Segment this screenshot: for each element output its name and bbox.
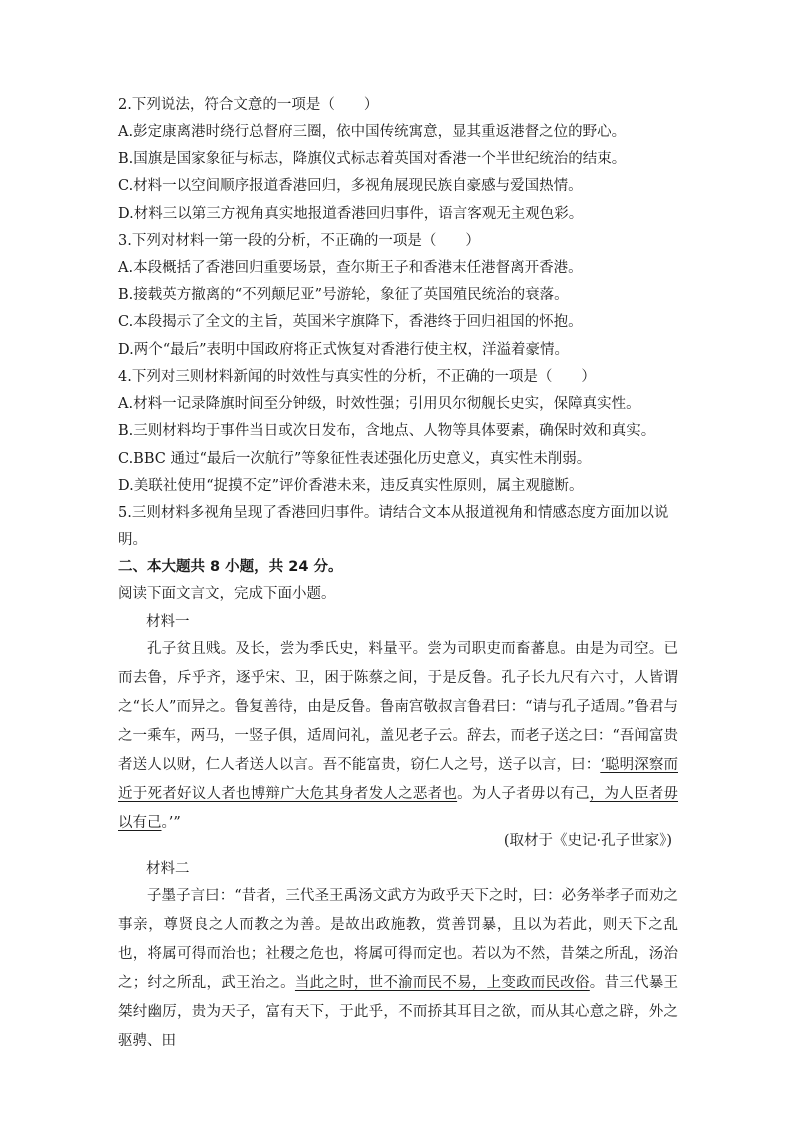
material-2-text-end: 。昔三代暴王桀纣幽厉，贵为天子，富有天下，于此乎，不而挢其耳目之欲，而从其心意之辟，外之驱骋、田: [118, 975, 679, 1049]
question-2-stem: 2.下列说法，符合文意的一项是（ ）: [118, 97, 379, 113]
material-2-paragraph: [118, 882, 678, 1056]
question-3-option-b: B.接载英方撤离的“不列颠尼亚”号游轮，象征了英国殖民统治的衰落。: [118, 287, 569, 303]
section-2-instruction: 阅读下面文言文，完成下面小题。: [118, 586, 336, 602]
material-1-paragraph: [118, 635, 678, 838]
question-3-option-c: C.本段揭示了全文的主旨，英国米字旗降下，香港终于回归祖国的怀抱。: [118, 314, 583, 330]
material-1-underlined-sentence: ‘聪明深察而近于死者好议人者也博辩广大危其身者发人之恶者也: [118, 757, 678, 802]
question-2-option-a: A.彭定康离港时绕行总督府三圈，依中国传统寓意，显其重返港督之位的野心。: [118, 124, 627, 140]
question-4-option-b: B.三则材料均于事件当日或次日发布，含地点、人物等具体要素，确保时效和真实。: [118, 423, 656, 439]
material-1-source: (取材于《史记·孔子世家》): [503, 833, 672, 849]
material-1-text-end: 。’”: [161, 815, 181, 831]
material-1-text-middle: 。为人子者毋以有己: [457, 786, 590, 802]
material-2-label: 材料二: [146, 861, 190, 877]
question-4-stem: 4.下列对三则材料新闻的时效性与真实性的分析，不正确的一项是（ ）: [118, 369, 596, 385]
material-1-text: 孔子贫且贱。及长，尝为季氏史，料量平。尝为司职吏而畜蕃息。由是为司空。已而去鲁，斥乎齐，逐乎宋、卫，困于陈蔡之间，于是反鲁。孔子长九尺有六寸，人皆谓之“长人”而异之。鲁复善待，由是反鲁。鲁南宫敬叔言鲁君曰：“请与孔子适周。”鲁君与之一乘车，两马，一竖子俱，适周问礼，盖见老子云。辞去，而老子送之曰：“吾闻富贵者送人以财，仁人者送人以言。吾不能富贵，窃仁人之号，送子以言，曰：: [118, 641, 678, 773]
question-3-option-a: A.本段概括了香港回归重要场景，查尔斯王子和香港末任港督离开香港。: [118, 260, 583, 276]
question-3-option-d: D.两个“最后”表明中国政府将正式恢复对香港行使主权，洋溢着豪情。: [118, 342, 570, 358]
question-3-stem: 3.下列对材料一第一段的分析，不正确的一项是（ ）: [118, 233, 480, 249]
material-2-underlined-sentence: 当此之时，世不渝而民不易，上变政而民改俗: [294, 975, 590, 991]
question-5-line-1: 5.三则材料多视角呈现了香港回归事件。请结合文本从报道视角和情感态度方面加以说: [118, 505, 669, 521]
material-2-text: 子墨子言曰：“昔者，三代圣王禹汤文武方为政乎天下之时，曰：必务举孝子而劝之事亲，尊贤良之人而教之为善。是故出政施教，赏善罚暴，且以为若此，则天下之乱也，将属可得而治也；社稷之危也，将属可得而定也。若以为不然，昔桀之所乱，汤治之；纣之所乱，武王治之。: [118, 888, 678, 991]
material-1-label: 材料一: [146, 614, 190, 630]
question-4-option-a: A.材料一记录降旗时间至分钟级，时效性强；引用贝尔彻舰长史实，保障真实性。: [118, 396, 641, 412]
question-2-option-b: B.国旗是国家象征与标志，降旗仪式标志着英国对香港一个半世纪统治的结束。: [118, 151, 627, 167]
question-4-option-d: D.美联社使用“捉摸不定”评价香港未来，违反真实性原则，属主观臆断。: [118, 478, 584, 494]
question-4-option-c: C.BBC 通过“最后一次航行”等象征性表述强化历史意义，真实性未削弱。: [118, 451, 592, 467]
question-5-line-2: 明。: [118, 532, 147, 548]
material-1-underlined-clause: ，为人臣者毋以有己: [118, 786, 679, 831]
section-2-title: 二、本大题共 8 小题，共 24 分。: [118, 559, 343, 575]
question-2-option-c: C.材料一以空间顺序报道香港回归，多视角展现民族自豪感与爱国热情。: [118, 178, 583, 194]
question-2-option-d: D.材料三以第三方视角真实地报道香港回归事件，语言客观无主观色彩。: [118, 206, 584, 222]
